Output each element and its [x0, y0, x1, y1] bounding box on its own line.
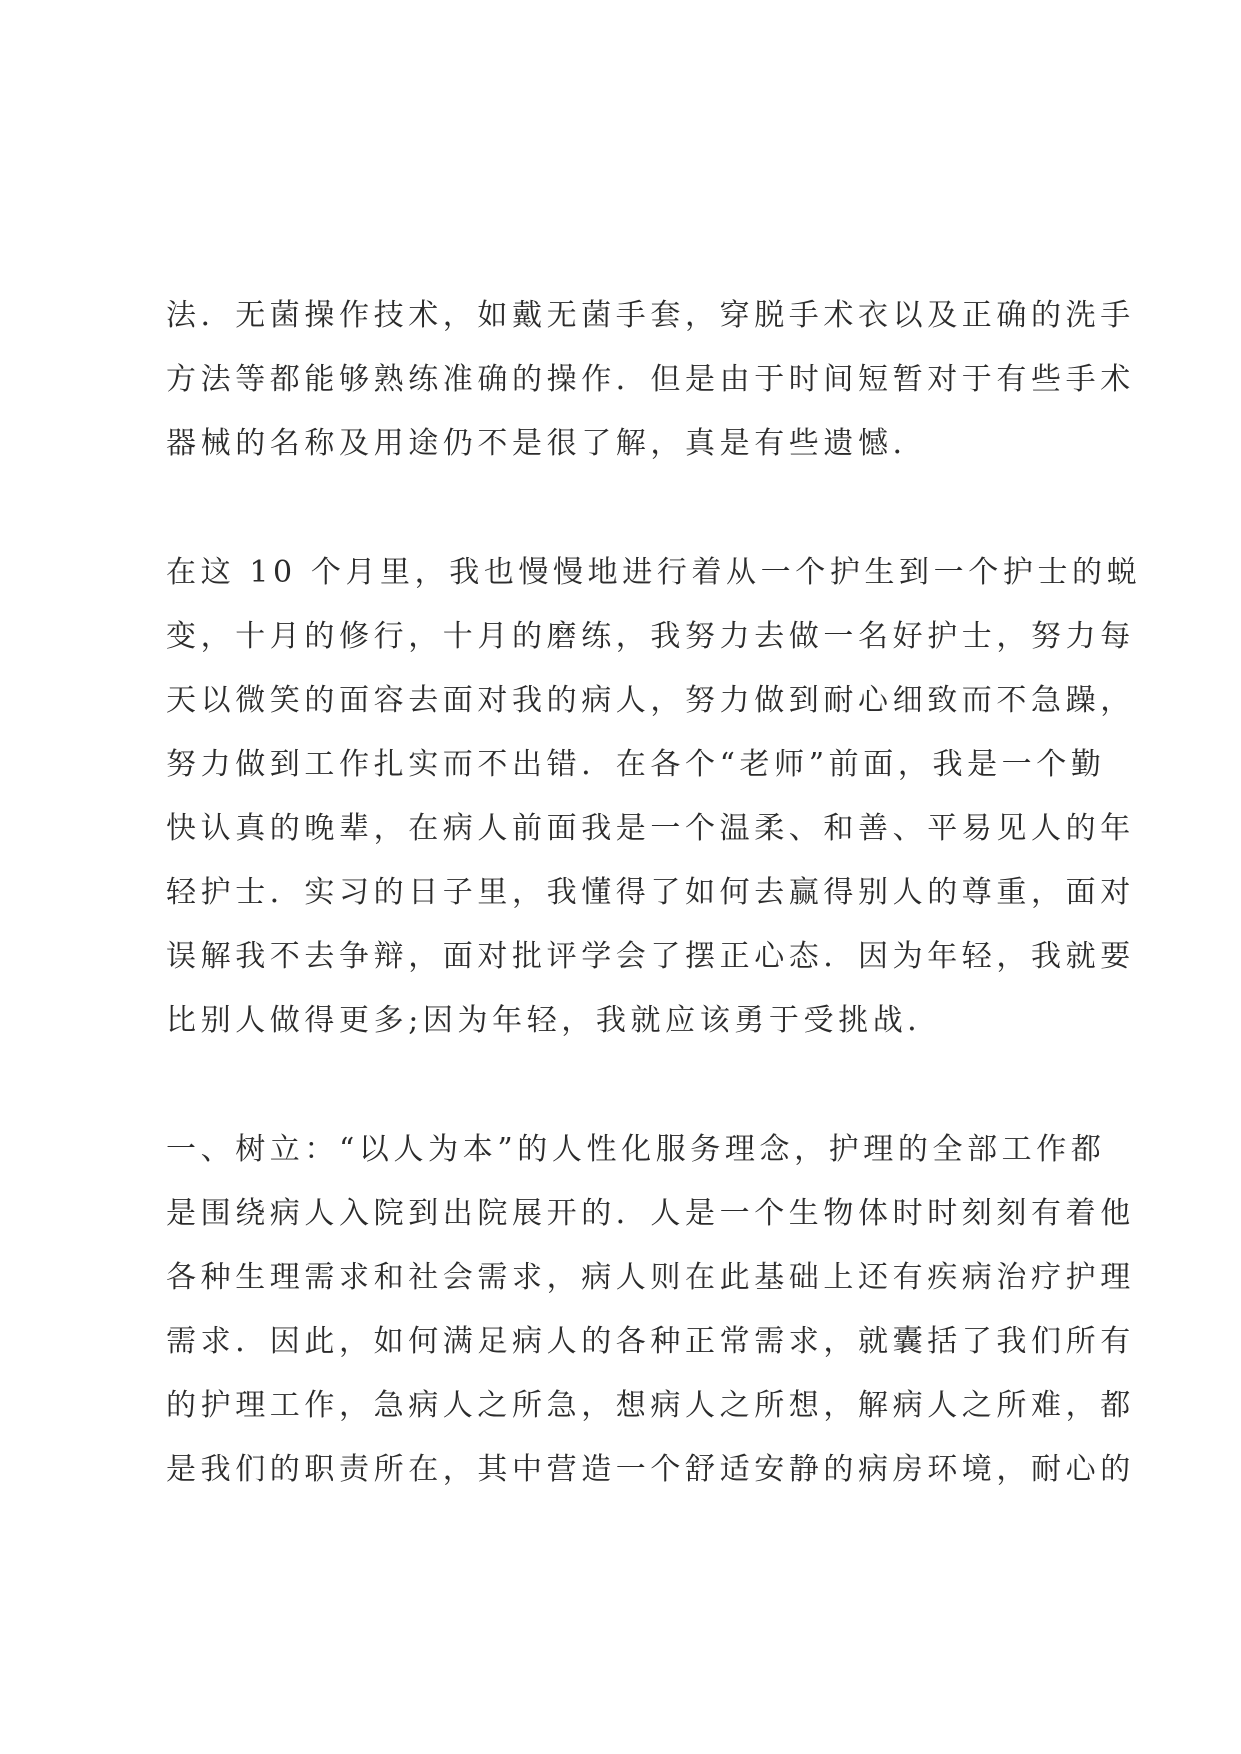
text-line: 误解我不去争辩，面对批评学会了摆正心态．因为年轻，我就要 — [166, 939, 1135, 974]
text-line: 快认真的晚辈，在病人前面我是一个温柔、和善、平易见人的年 — [166, 811, 1135, 846]
text-line: 的护理工作，急病人之所急，想病人之所想，解病人之所难，都 — [166, 1388, 1135, 1423]
text-line: 是围绕病人入院到出院展开的．人是一个生物体时时刻刻有着他 — [166, 1196, 1135, 1231]
text-line: 变，十月的修行，十月的磨练，我努力去做一名好护士，努力每 — [166, 619, 1135, 654]
text-line: 轻护士．实习的日子里，我懂得了如何去赢得别人的尊重，面对 — [166, 875, 1135, 910]
text-line: 努力做到工作扎实而不出错．在各个“老师”前面，我是一个勤 — [166, 747, 1106, 782]
text-line: 器械的名称及用途仍不是很了解，真是有些遗憾． — [166, 426, 928, 461]
text-line: 一、树立：“以人为本”的人性化服务理念，护理的全部工作都 — [166, 1132, 1106, 1167]
text-line: 天以微笑的面容去面对我的病人，努力做到耐心细致而不急躁， — [166, 683, 1135, 718]
text-line: 在这 10 个月里，我也慢慢地进行着从一个护生到一个护士的蜕 — [166, 555, 1142, 590]
text-line: 是我们的职责所在，其中营造一个舒适安静的病房环境，耐心的 — [166, 1452, 1135, 1487]
text-line: 比别人做得更多;因为年轻，我就应该勇于受挑战． — [166, 1003, 942, 1038]
text-line: 方法等都能够熟练准确的操作．但是由于时间短暂对于有些手术 — [166, 362, 1135, 397]
text-line: 法．无菌操作技术，如戴无菌手套，穿脱手术衣以及正确的洗手 — [166, 298, 1135, 333]
text-line: 各种生理需求和社会需求，病人则在此基础上还有疾病治疗护理 — [166, 1260, 1135, 1295]
text-line: 需求．因此，如何满足病人的各种正常需求，就囊括了我们所有 — [166, 1324, 1135, 1359]
